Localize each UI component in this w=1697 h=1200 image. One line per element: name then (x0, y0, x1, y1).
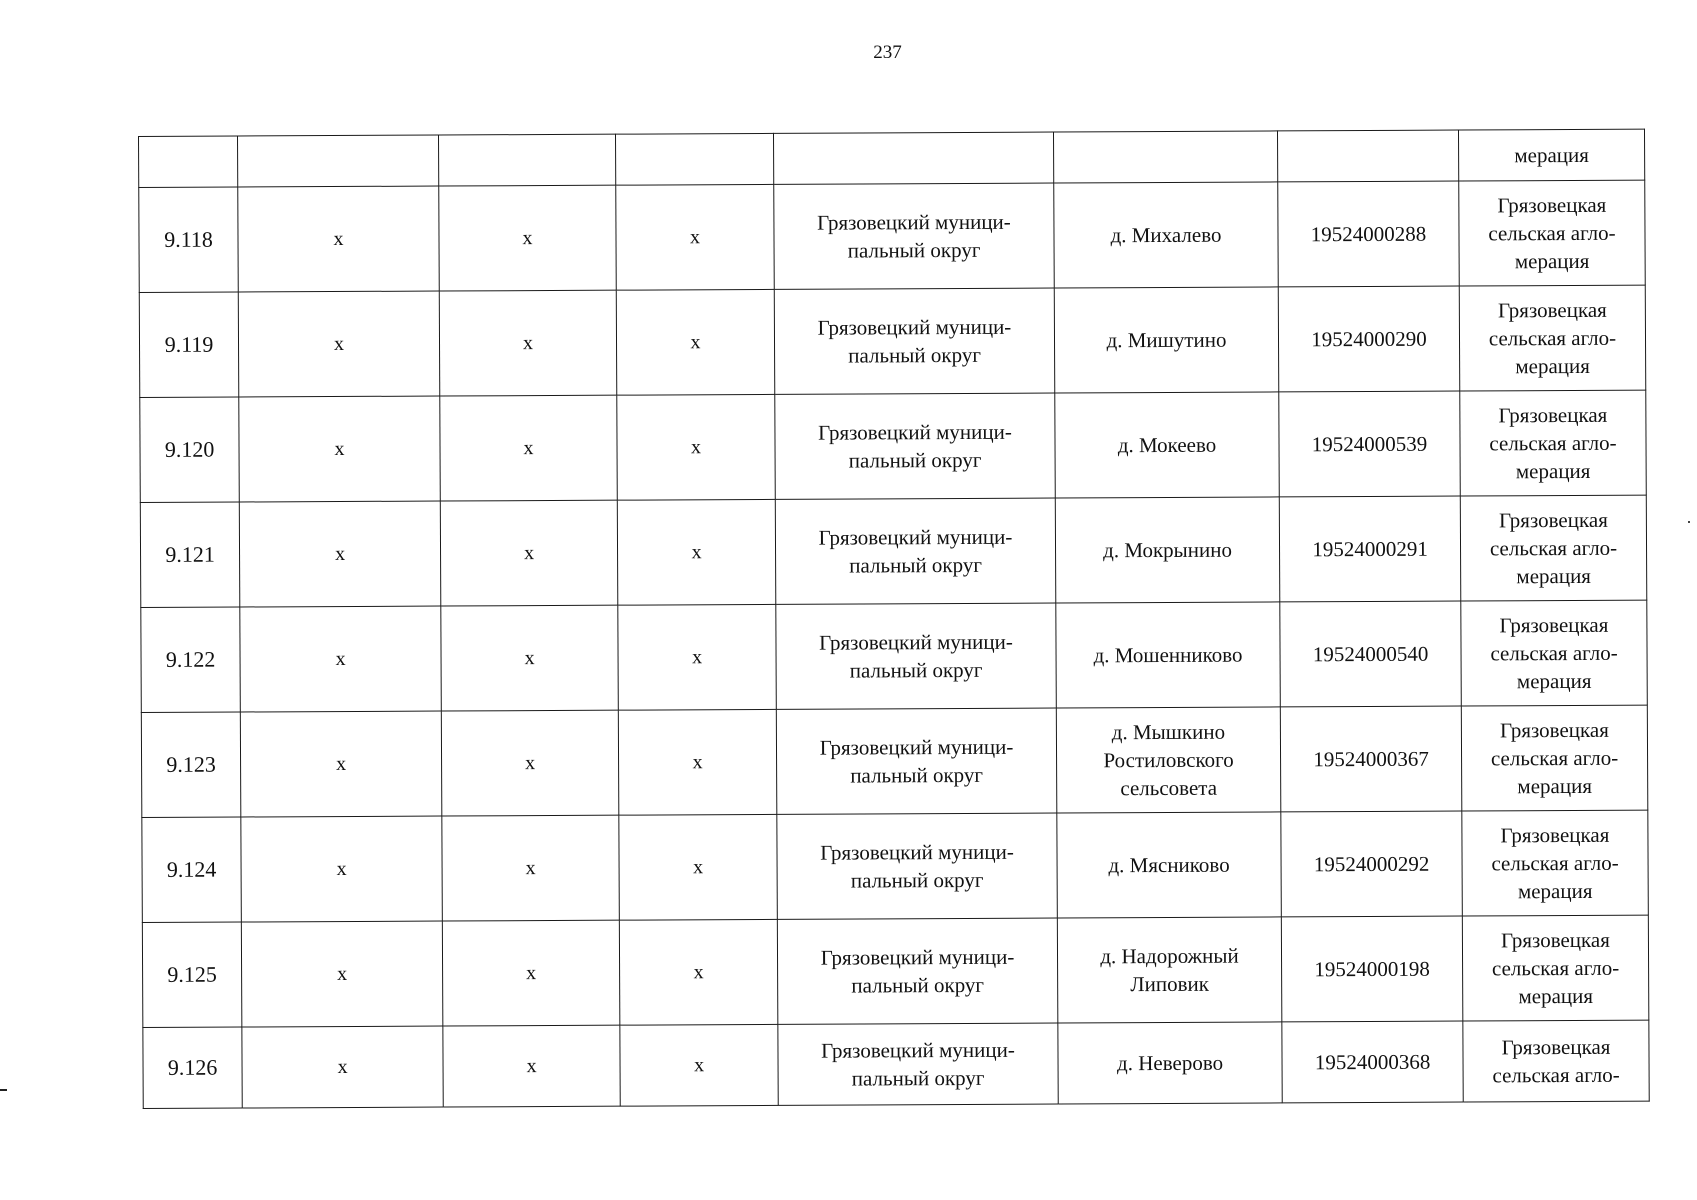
row-number-cell: 9.126 (143, 1027, 242, 1108)
x-cell: x (619, 919, 778, 1025)
x-cell: x (240, 711, 442, 817)
x-cell: x (440, 395, 618, 501)
continuation-row (139, 129, 1645, 187)
x-cell: x (443, 1025, 620, 1107)
settlement-cell: д. Надорожный Липовик (1057, 917, 1282, 1023)
settlement-cell: д. Мышкино Ростиловского сельсовета (1056, 707, 1281, 813)
district-cell: Грязовецкий муници- пальный округ (777, 813, 1058, 919)
agglomeration-cell: Грязовецкая сельская агло- мерация (1460, 495, 1647, 601)
row-number-cell: 9.125 (142, 922, 242, 1027)
table-row (139, 180, 1645, 292)
agglomeration-cell: Грязовецкая сельская агло- мерация (1460, 390, 1647, 496)
agglomeration-cell: Грязовецкая сельская агло- мерация (1459, 285, 1646, 391)
agglomeration-cell: мерация (1458, 129, 1644, 181)
x-cell: x (439, 290, 617, 396)
row-number-cell: 9.119 (139, 292, 239, 397)
table-body (139, 129, 1650, 1108)
agglomeration-cell: Грязовецкая сельская агло- мерация (1462, 915, 1649, 1021)
row-number-cell: 9.123 (141, 712, 241, 817)
code-cell: 19524000292 (1281, 811, 1463, 917)
code-cell: 19524000291 (1279, 496, 1461, 602)
district-cell: Грязовецкий муници- пальный округ (775, 393, 1056, 499)
table-row (140, 390, 1646, 502)
district-cell: Грязовецкий муници- пальный округ (778, 1023, 1058, 1105)
x-cell: x (618, 709, 777, 815)
scan-speck (1688, 521, 1690, 523)
x-cell: x (240, 606, 442, 712)
settlement-cell: д. Неверово (1058, 1022, 1282, 1104)
x-cell: x (440, 500, 618, 606)
table-row (141, 600, 1647, 712)
x-cell: x (239, 396, 441, 502)
code-cell: 19524000288 (1278, 181, 1460, 287)
empty-cell (1053, 131, 1277, 183)
settlement-cell: д. Мокеево (1055, 392, 1280, 498)
district-cell: Грязовецкий муници- пальный округ (774, 288, 1055, 394)
empty-cell (139, 136, 238, 187)
code-cell: 19524000539 (1279, 391, 1461, 497)
x-cell: x (616, 184, 775, 290)
code-cell: 19524000367 (1280, 706, 1462, 812)
table-row (143, 1020, 1649, 1108)
settlements-table (138, 129, 1650, 1109)
code-cell: 19524000540 (1280, 601, 1462, 707)
table-row (142, 810, 1648, 922)
agglomeration-cell: Грязовецкая сельская агло- мерация (1461, 600, 1648, 706)
x-cell: x (238, 186, 440, 292)
settlement-cell: д. Мясниково (1057, 812, 1282, 918)
x-cell: x (620, 1024, 778, 1106)
x-cell: x (241, 816, 443, 922)
x-cell: x (619, 814, 778, 920)
agglomeration-cell: Грязовецкая сельская агло- мерация (1462, 810, 1649, 916)
district-cell: Грязовецкий муници- пальный округ (775, 498, 1056, 604)
agglomeration-cell: Грязовецкая сельская агло- мерация (1461, 705, 1648, 811)
agglomeration-cell: Грязовецкая сельская агло- мерация (1459, 180, 1646, 286)
empty-cell (1277, 130, 1458, 182)
row-number-cell: 9.124 (142, 817, 242, 922)
district-cell: Грязовецкий муници- пальный округ (776, 603, 1057, 709)
district-cell: Грязовецкий муници- пальный округ (774, 183, 1055, 289)
district-cell: Грязовецкий муници- пальный округ (776, 708, 1057, 814)
row-number-cell: 9.121 (140, 502, 240, 607)
code-cell: 19524000198 (1281, 916, 1463, 1022)
x-cell: x (618, 604, 777, 710)
row-number-cell: 9.118 (139, 187, 239, 292)
code-cell: 19524000290 (1278, 286, 1460, 392)
settlement-cell: д. Михалево (1054, 182, 1279, 288)
x-cell: x (239, 501, 441, 607)
x-cell: x (616, 289, 775, 395)
agglomeration-cell: Грязовецкая сельская агло- (1463, 1020, 1649, 1102)
row-number-cell: 9.120 (140, 397, 240, 502)
x-cell: x (241, 921, 443, 1027)
table-row (142, 915, 1648, 1027)
empty-cell (615, 133, 773, 185)
empty-cell (773, 132, 1053, 184)
x-cell: x (441, 605, 619, 711)
x-cell: x (617, 394, 776, 500)
x-cell: x (439, 185, 617, 291)
table-row (139, 285, 1645, 397)
x-cell: x (441, 710, 619, 816)
x-cell: x (238, 291, 440, 397)
table-row (141, 705, 1647, 817)
empty-cell (438, 134, 615, 186)
x-cell: x (617, 499, 776, 605)
code-cell: 19524000368 (1282, 1021, 1463, 1103)
x-cell: x (242, 1026, 443, 1108)
x-cell: x (442, 815, 620, 921)
margin-mark (0, 1089, 7, 1091)
settlement-cell: д. Мишутино (1054, 287, 1279, 393)
settlement-cell: д. Мошенниково (1056, 602, 1281, 708)
table-row (140, 495, 1646, 607)
settlement-cell: д. Мокрынино (1055, 497, 1280, 603)
district-cell: Грязовецкий муници- пальный округ (777, 918, 1058, 1024)
page-number: 237 (873, 42, 902, 63)
row-number-cell: 9.122 (141, 607, 241, 712)
empty-cell (238, 135, 439, 187)
x-cell: x (442, 920, 620, 1026)
